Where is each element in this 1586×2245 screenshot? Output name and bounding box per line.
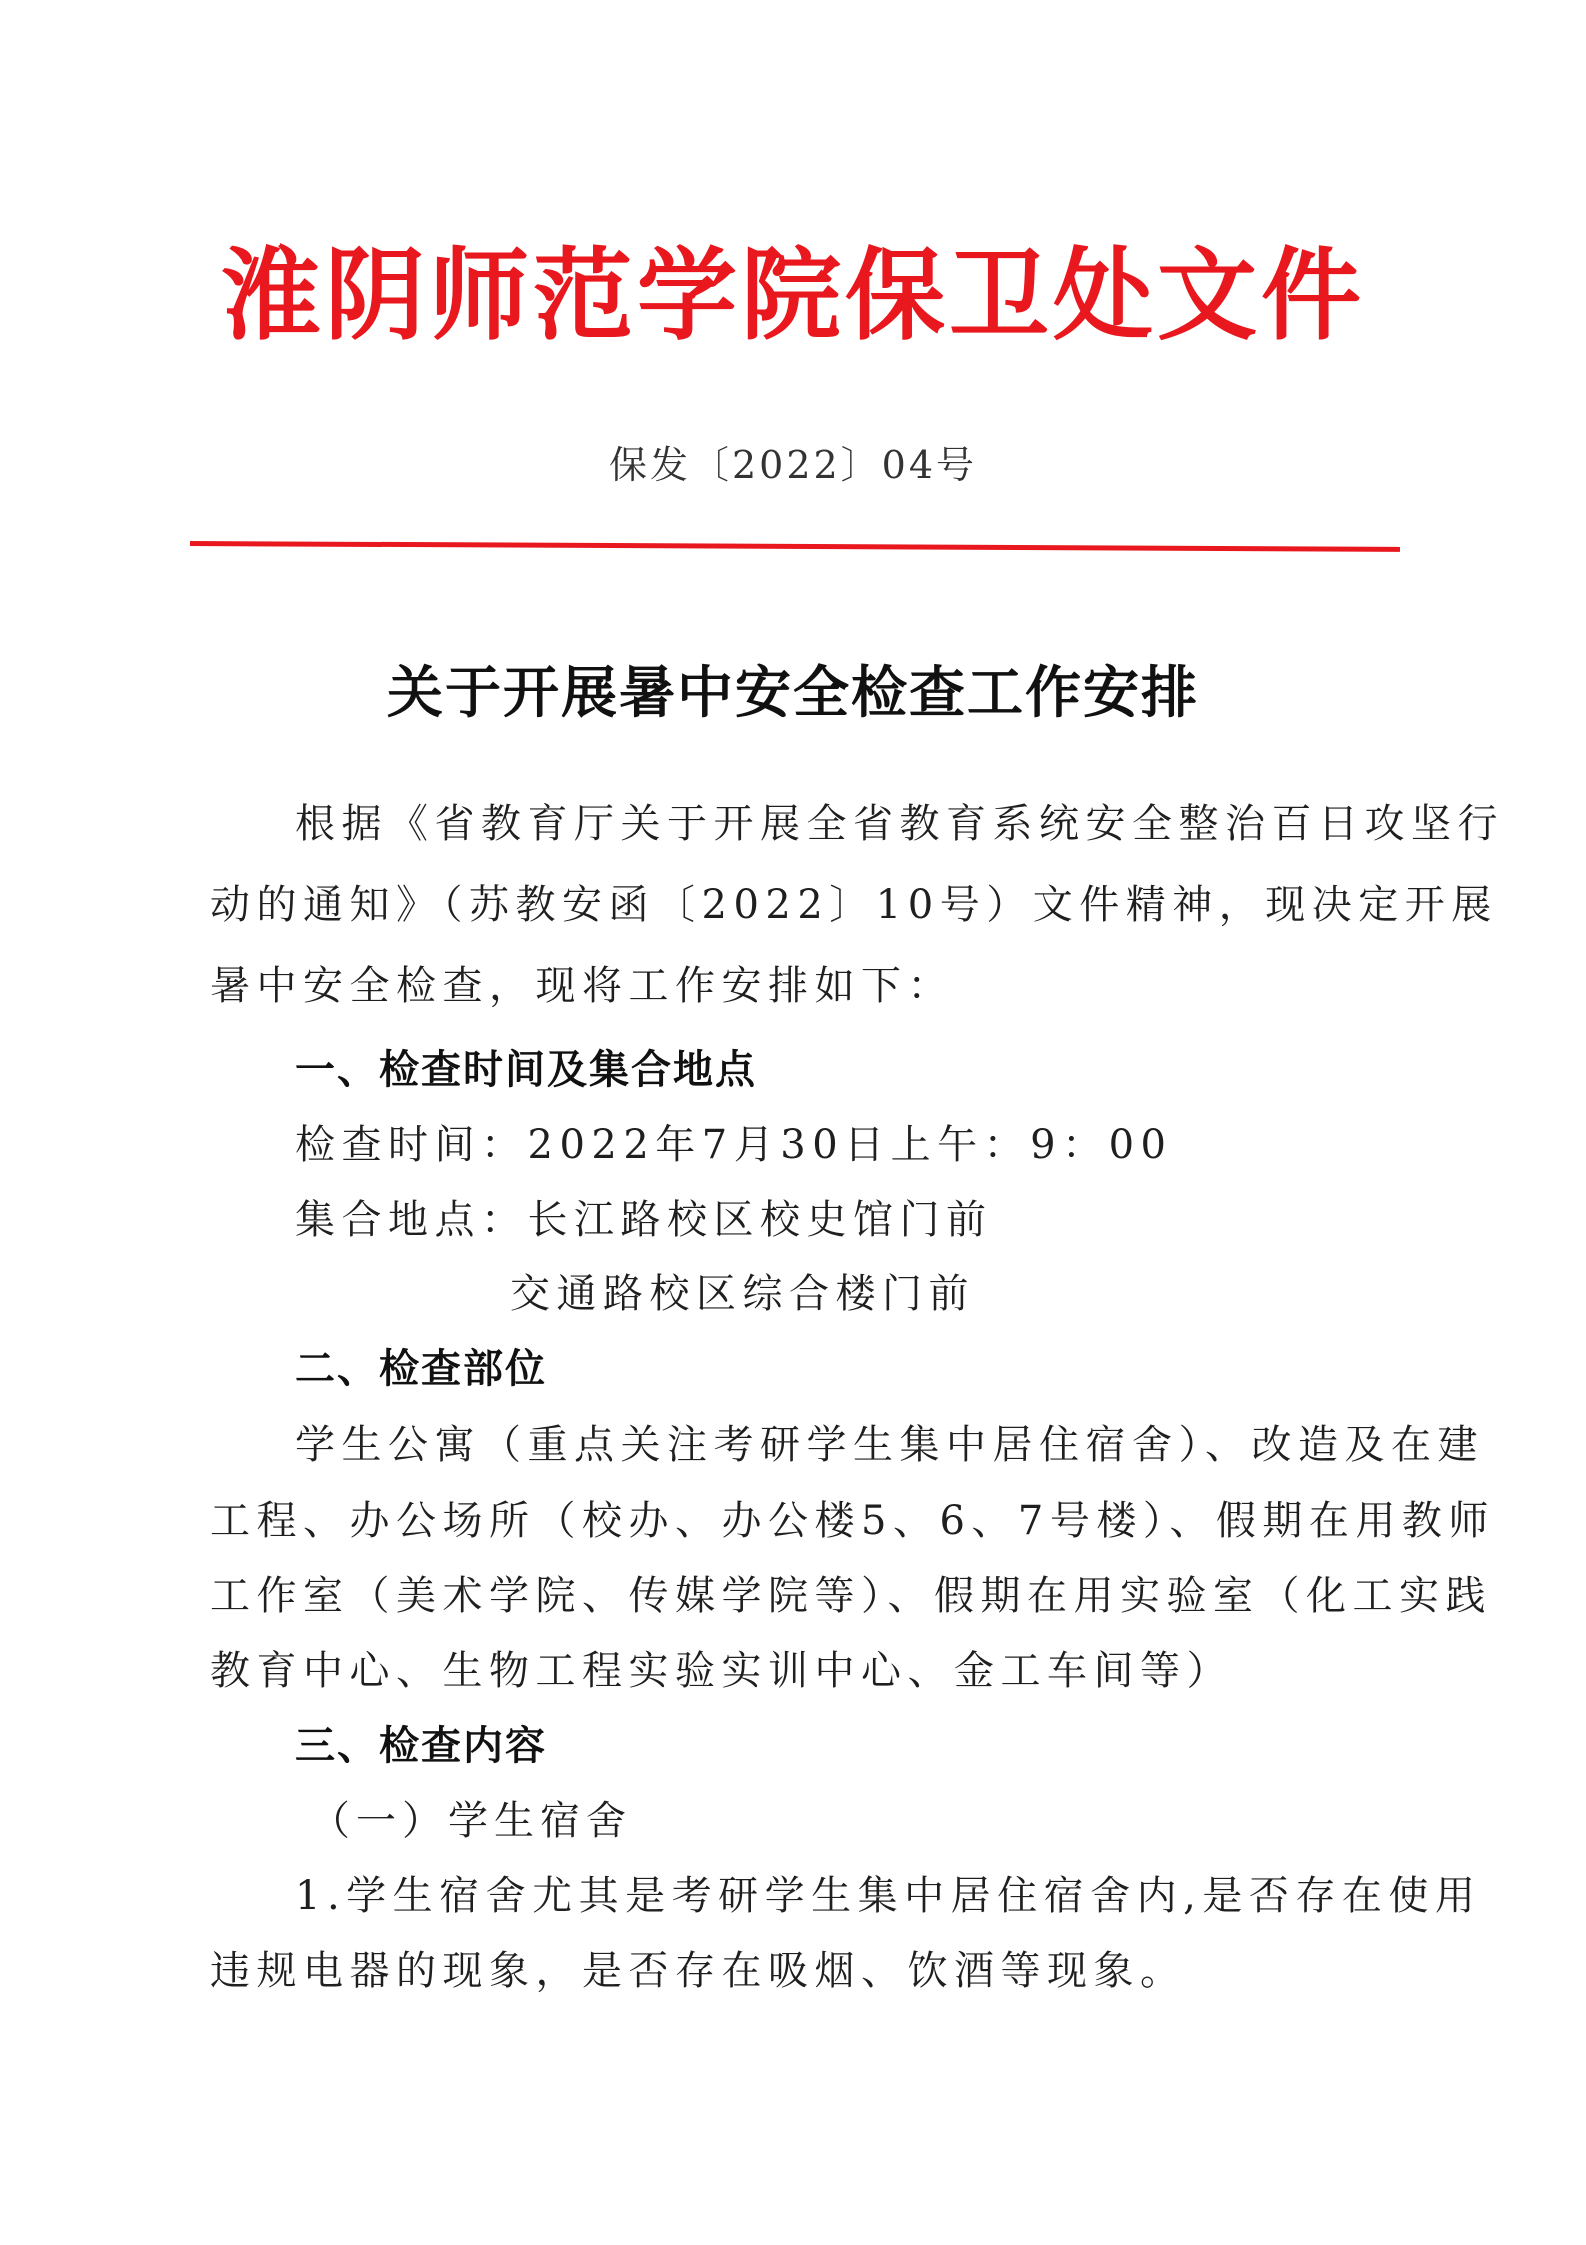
document-header-title: 淮阴师范学院保卫处文件 [221,236,1365,354]
inspection-areas-line: 教育中心、生物工程实验实训中心、金工车间等） [210,1648,1233,1694]
document-title: 关于开展暑中安全检查工作安排 [387,660,1199,726]
intro-line: 根据《省教育厅关于开展全省教育系统安全整治百日攻坚行 [295,801,1504,847]
content-item-line: 1.学生宿舍尤其是考研学生集中居住宿舍内,是否存在使用 [295,1873,1482,1919]
red-separator-rule [190,541,1400,552]
section-heading-time-place: 一、检查时间及集合地点 [295,1047,757,1093]
section-heading-inspection-areas: 二、检查部位 [295,1346,547,1392]
inspection-areas-line: 学生公寓（重点关注考研学生集中居住宿舍）、改造及在建 [295,1422,1484,1468]
intro-line: 暑中安全检查，现将工作安排如下： [210,963,954,1009]
inspection-areas-line: 工作室（美术学院、传媒学院等）、假期在用实验室（化工实践 [210,1573,1492,1619]
meeting-place-line-2: 交通路校区综合楼门前 [510,1271,975,1317]
inspection-time-line: 检查时间：2022年7月30日上午：9：00 [295,1122,1173,1168]
section-heading-inspection-content: 三、检查内容 [295,1723,547,1769]
sub-heading-student-dorms: （一）学生宿舍 [310,1798,632,1844]
intro-line: 动的通知》（苏教安函〔2022〕10号）文件精神，现决定开展 [210,882,1498,928]
inspection-areas-line: 工程、办公场所（校办、办公楼5、6、7号楼）、假期在用教师 [210,1498,1495,1544]
content-item-line: 违规电器的现象，是否存在吸烟、饮酒等现象。 [210,1948,1187,1994]
document-number: 保发〔2022〕04号 [608,443,978,487]
meeting-place-line: 集合地点：长江路校区校史馆门前 [295,1197,993,1243]
